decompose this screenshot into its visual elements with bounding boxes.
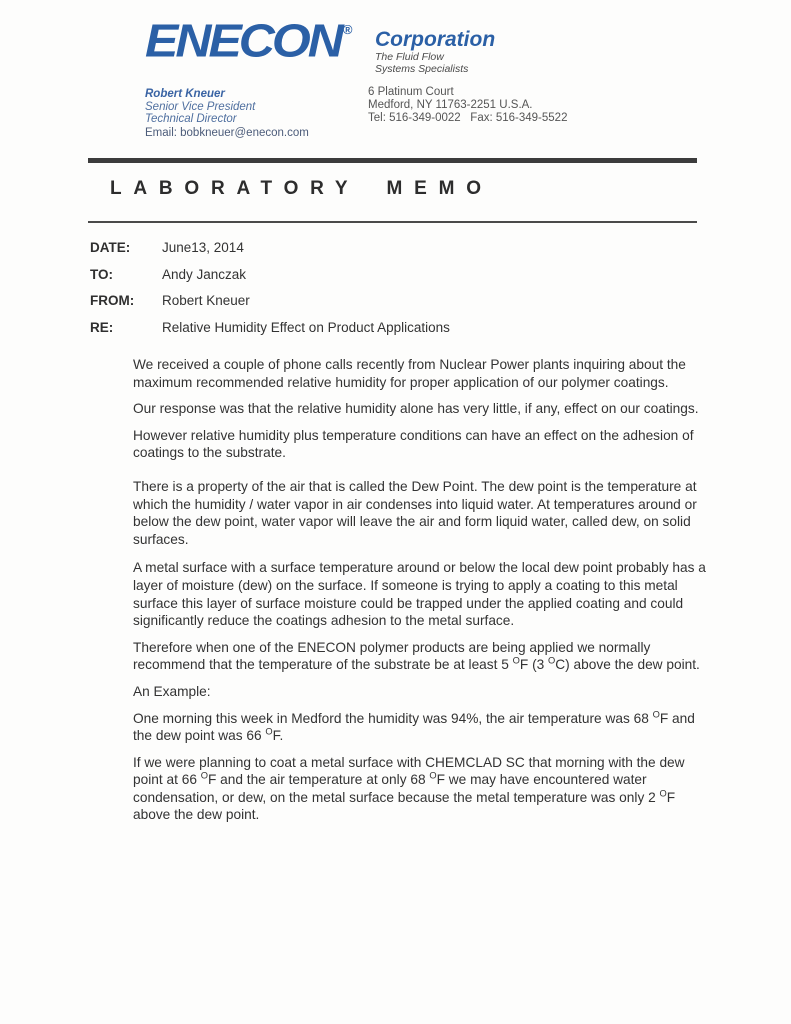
address-line-1: 6 Platinum Court bbox=[368, 86, 454, 98]
meta-value-to: Andy Janczak bbox=[162, 266, 247, 282]
body-paragraph: However relative humidity plus temperature conditions can have an effect on the adhesion of coatings to the substrate. bbox=[133, 427, 694, 461]
memo-meta bbox=[90, 240, 700, 346]
body-paragraph: There is a property of the air that is called the Dew Point. The dew point is the temperature at which the humidity / water vapor in air condenses into liquid water. At temperatures around or below the dew point, water vapor will leave the air and form liquid water, called dew, on solid surfaces. bbox=[133, 478, 697, 547]
body-paragraph: Our response was that the relative humidity alone has very little, if any, effect on our coatings. bbox=[133, 401, 699, 417]
author-name: Robert Kneuer bbox=[145, 88, 225, 100]
body-paragraph: One morning this week in Medford the humidity was 94%, the air temperature was 68 $^O$F and the dew point was 66 $^O$F. bbox=[133, 708, 695, 744]
tagline-line-2: Systems Specialists bbox=[375, 62, 469, 75]
phone-fax-line: Tel: 516-349-0022 Fax: 516-349-5522 bbox=[368, 112, 568, 124]
meta-value-from: Robert Kneuer bbox=[162, 293, 250, 308]
meta-label-to: TO: bbox=[90, 266, 113, 282]
enecon-logo-wordmark: ENECON bbox=[145, 15, 341, 67]
title-rule-top bbox=[88, 158, 697, 163]
author-email: Email: bobkneuer@enecon.com bbox=[145, 126, 309, 139]
title-rule-bottom bbox=[88, 221, 697, 223]
tagline-line-1: The Fluid Flow bbox=[375, 51, 444, 63]
meta-label-date: DATE: bbox=[90, 240, 131, 255]
meta-value-date: June13, 2014 bbox=[162, 240, 244, 255]
meta-row-date bbox=[90, 240, 700, 255]
memo-title: LABORATORY MEMO bbox=[110, 178, 493, 199]
meta-label-from: FROM: bbox=[90, 293, 135, 308]
company-logo bbox=[145, 15, 353, 68]
meta-row-from bbox=[90, 293, 700, 308]
body-paragraph: We received a couple of phone calls recently from Nuclear Power plants inquiring about the maximum recommended relative humidity for proper application of our polymer coatings. bbox=[133, 357, 686, 390]
company-tagline bbox=[375, 52, 595, 75]
author-title-1: Senior Vice President bbox=[145, 100, 256, 113]
body-paragraph-example-heading: An Example: bbox=[133, 683, 211, 699]
contact-block-address bbox=[368, 86, 567, 125]
author-title-2: Technical Director bbox=[145, 113, 237, 125]
body-paragraph: If we were planning to coat a metal surface with CHEMCLAD SC that morning with the dew point at 66 $^O$F and the air temperature at only 68 $^O$F we may have encountered water condensation, or dew, on the metal surface because the metal temperature was only 2 $^O$F above the dew point. bbox=[133, 754, 685, 823]
meta-label-re: RE: bbox=[90, 319, 114, 335]
meta-row-to bbox=[90, 267, 700, 282]
body-paragraph: A metal surface with a surface temperature around or below the local dew point probably has a layer of moisture (dew) on the surface. If someone is trying to apply a coating to this metal surface this layer of surface moisture could be trapped under the applied coating and could significantly reduce the coatings adhesion to the metal surface. bbox=[133, 560, 706, 629]
corporation-block bbox=[375, 29, 595, 75]
memo-body bbox=[133, 356, 713, 833]
body-paragraph: Therefore when one of the ENECON polymer products are being applied we normally recommend that the temperature of the substrate be at least 5 $^O$F (3 $^O$C) above the dew point. bbox=[133, 639, 700, 673]
meta-row-re bbox=[90, 320, 700, 335]
registered-trademark-icon: ® bbox=[342, 22, 353, 37]
address-line-2: Medford, NY 11763-2251 U.S.A. bbox=[368, 99, 533, 111]
contact-block-author bbox=[145, 88, 309, 139]
meta-value-re: Relative Humidity Effect on Product Applications bbox=[162, 319, 450, 335]
corporation-label: Corporation bbox=[375, 28, 496, 51]
